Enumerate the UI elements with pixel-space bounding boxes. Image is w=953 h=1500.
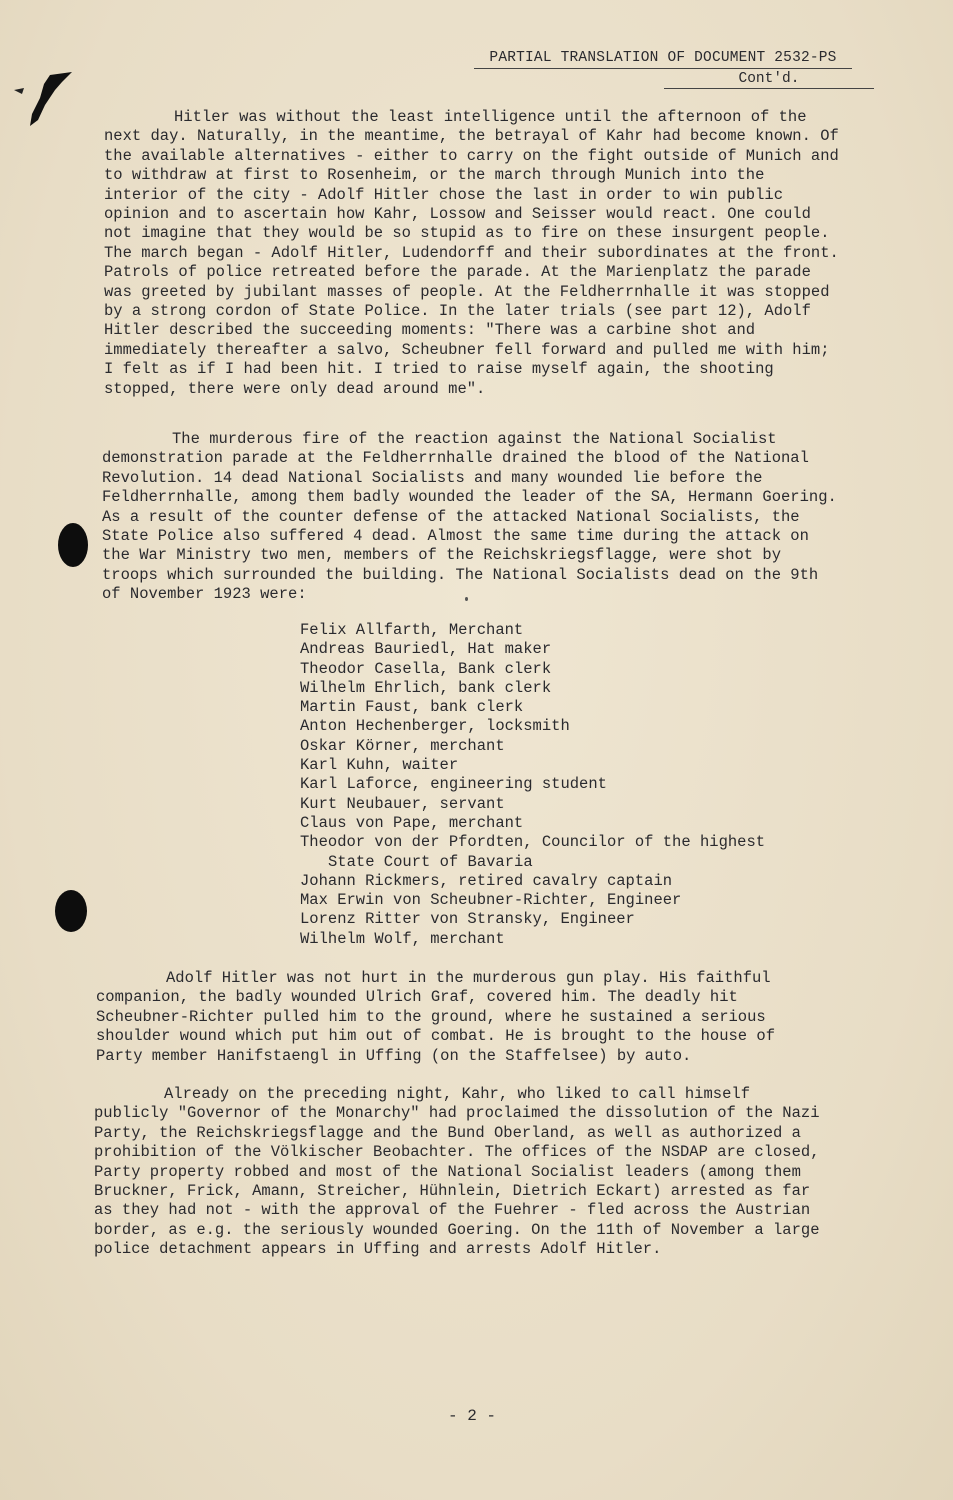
paragraph-3 [96,969,816,1066]
paragraph-4-text: Already on the preceding night, Kahr, who liked to call himself publicly "Governor of the Monarchy" had proclaimed the dissolution of the Nazi Party, the Reichskriegsflagge and the Bund Oberland, as well as authorized a prohibition of the Völkischer Beobachter. The offices of the NSDAP are closed, Party property robbed and most of the National Socialist leaders (among them Bruckner, Frick, Amann, Streicher, Hühnlein, Dietrich Eckart) arrested as far as they had not - with the approval of the Fuehrer - fled across the Austrian border, as e.g. the seriously wounded Goering. On the 11th of November a large police detachment appears in Uffing and arrests Adolf Hitler. [94,1085,820,1259]
list-item: Kurt Neubauer, servant [300,794,505,813]
list-item: Claus von Pape, merchant [300,813,524,832]
document-header [474,50,852,89]
list-item: Karl Kuhn, waiter [300,756,459,775]
paragraph-2-text: The murderous fire of the reaction against the National Socialist demonstration parade at the Feldherrnhalle drained the blood of the National Revolution. 14 dead National Socialists and many wounded lie before the Feldherrnhalle, among them badly wounded the leader of the SA, Hermann Goering. As a result of the counter defense of the attacked National Socialists, the State Police also suffered 4 dead. Almost the same time during the attack on the War Ministry two men, members of the Reichskriegsflagge, were shot by troops which surrounded the building. The National Socialists dead on the 9th of November 1923 were: [102,430,837,604]
paragraph-3-text: Adolf Hitler was not hurt in the murderous gun play. His faithful companion, the badly wounded Ulrich Graf, covered him. The deadly hit Scheubner-Richter pulled him to the ground, where he sustained a serious shoulder wound which put him out of combat. He is brought to the house of Party member Hanifstaengl in Uffing (on the Staffelsee) by auto. [96,969,776,1065]
paragraph-1-text: Hitler was without the least intelligence until the afternoon of the next day. Naturally, in the meantime, the betrayal of Kahr had become known. Of the available alternatives - either to carry on the fight outside of Munich and to withdraw at first to Rosenheim, or the march through Munich into the interior of the city - Adolf Hitler chose the last in order to win public opinion and to ascertain how Kahr, Lossow and Seisser would react. One could not imagine that they would be so stupid as to fire on these insurgent people. The march began - Adolf Hitler, Ludendorff and their subordinates at the front. Patrols of police retreated before the parade. At the Marienplatz the parade was greeted by jubilant masses of people. At the Feldherrnhalle it was stopped by a strong cordon of State Police. In the later trials (see part 12), Adolf Hitler described the succeeding moments: "There was a carbine shot and immediately thereafter a salvo, Scheubner fell forward and pulled me with him; I felt as if I had been hit. I tried to raise myself again, the shooting stopped, there were only dead around me". [104,108,839,398]
torn-corner-mark [10,70,80,130]
list-item-continuation [300,853,820,872]
list-item: Oskar Körner, merchant [300,736,505,755]
list-item: Martin Faust, bank clerk [300,698,524,717]
paragraph-2 [102,430,842,605]
list-item: Felix Allfarth, Merchant [300,621,524,639]
punch-hole [58,523,88,567]
list-item: Karl Laforce, engineering student [300,775,607,794]
list-item: Wilhelm Ehrlich, bank clerk [300,678,552,697]
list-item: Theodor Casella, Bank clerk [300,659,552,678]
list-item: Andreas Bauriedl, Hat maker [300,640,552,659]
list-item: Theodor von der Pfordten, Councilor of the highest [300,833,766,852]
continued-label: Cont'd. [664,71,874,89]
list-item: Wilhelm Wolf, merchant [300,929,505,948]
list-item: Johann Rickmers, retired cavalry captain [300,871,673,890]
list-item: Anton Hechenberger, locksmith [300,717,570,736]
list-item: Lorenz Ritter von Stransky, Engineer [300,910,635,929]
paragraph-1 [104,108,839,399]
list-item-continuation-text: State Court of Bavaria [328,852,533,871]
stray-mark [465,597,468,601]
dead-list [300,621,820,949]
page-number: - 2 - [448,1407,497,1425]
document-title: PARTIAL TRANSLATION OF DOCUMENT 2532-PS [474,50,852,69]
paragraph-4 [94,1085,829,1260]
punch-hole [55,890,87,932]
list-item: Max Erwin von Scheubner-Richter, Engineer [300,891,682,910]
